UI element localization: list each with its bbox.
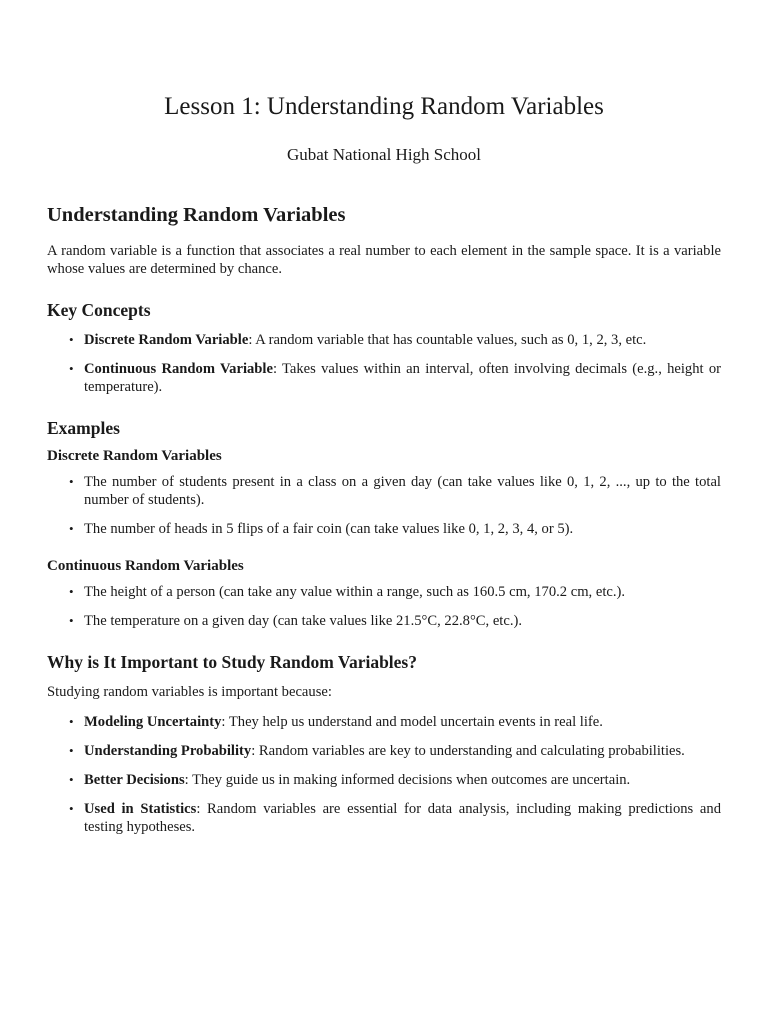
list-item bbox=[47, 771, 721, 789]
document-body bbox=[47, 203, 721, 836]
key-concepts-list bbox=[47, 331, 721, 396]
list-item bbox=[47, 612, 721, 630]
section-heading-importance: Why is It Important to Study Random Variables? bbox=[47, 651, 417, 672]
list-item bbox=[47, 360, 721, 396]
definition: : They help us understand and model uncertain events in real life. bbox=[221, 713, 603, 730]
bullet-icon: • bbox=[69, 612, 74, 628]
bullet-icon: • bbox=[69, 331, 74, 347]
definition: : A random variable that has countable values, such as 0, 1, 2, 3, etc. bbox=[248, 331, 647, 348]
term: Discrete Random Variable bbox=[84, 331, 249, 348]
bullet-icon: • bbox=[69, 713, 74, 729]
list-item bbox=[47, 800, 721, 836]
term: Used in Statistics bbox=[84, 800, 197, 817]
definition: : They guide us in making informed decisions when outcomes are uncertain. bbox=[184, 771, 631, 788]
document-title: Lesson 1: Understanding Random Variables bbox=[164, 93, 604, 120]
document-subtitle: Gubat National High School bbox=[286, 145, 482, 164]
bullet-icon: • bbox=[69, 473, 74, 489]
importance-list bbox=[47, 713, 721, 836]
list-item bbox=[47, 331, 721, 349]
section-heading-key-concepts: Key Concepts bbox=[47, 299, 151, 320]
list-item bbox=[47, 520, 721, 538]
example-text: The height of a person (can take any value within a range, such as 160.5 cm, 170.2 cm, etc.). bbox=[84, 583, 626, 600]
list-item bbox=[47, 713, 721, 731]
subheading-continuous: Continuous Random Variables bbox=[47, 557, 244, 574]
bullet-icon: • bbox=[69, 742, 74, 758]
example-text: The number of heads in 5 flips of a fair coin (can take values like 0, 1, 2, 3, 4, or 5). bbox=[84, 520, 574, 537]
bullet-icon: • bbox=[69, 771, 74, 787]
example-text: The number of students present in a class on a given day (can take values like 0, 1, 2, ..., up to the total number of students). bbox=[84, 473, 721, 508]
intro-paragraph: A random variable is a function that associates a real number to each element in the sample space. It is a variable whose values are determined by chance. bbox=[47, 242, 721, 277]
bullet-icon: • bbox=[69, 360, 74, 376]
discrete-examples-list bbox=[47, 473, 721, 538]
term: Better Decisions bbox=[84, 771, 185, 788]
continuous-examples-list bbox=[47, 583, 721, 630]
definition: : Random variables are key to understanding and calculating probabilities. bbox=[251, 742, 685, 759]
subheading-discrete: Discrete Random Variables bbox=[47, 447, 222, 464]
list-item bbox=[47, 473, 721, 509]
importance-intro: Studying random variables is important because: bbox=[47, 683, 332, 700]
term: Understanding Probability bbox=[84, 742, 252, 759]
section-heading-understanding: Understanding Random Variables bbox=[47, 204, 346, 226]
list-item bbox=[47, 583, 721, 601]
term: Continuous Random Variable bbox=[84, 360, 273, 377]
term: Modeling Uncertainty bbox=[84, 713, 222, 730]
list-item bbox=[47, 742, 721, 760]
bullet-icon: • bbox=[69, 520, 74, 536]
definition: : Takes values within an interval, often involving decimals (e.g., height or temperature). bbox=[84, 360, 721, 395]
definition: : Random variables are essential for data analysis, including making predictions and testing hypotheses. bbox=[84, 800, 722, 835]
bullet-icon: • bbox=[69, 800, 74, 816]
bullet-icon: • bbox=[69, 583, 74, 599]
section-heading-examples: Examples bbox=[47, 417, 120, 438]
example-text: The temperature on a given day (can take values like 21.5°C, 22.8°C, etc.). bbox=[84, 612, 522, 629]
